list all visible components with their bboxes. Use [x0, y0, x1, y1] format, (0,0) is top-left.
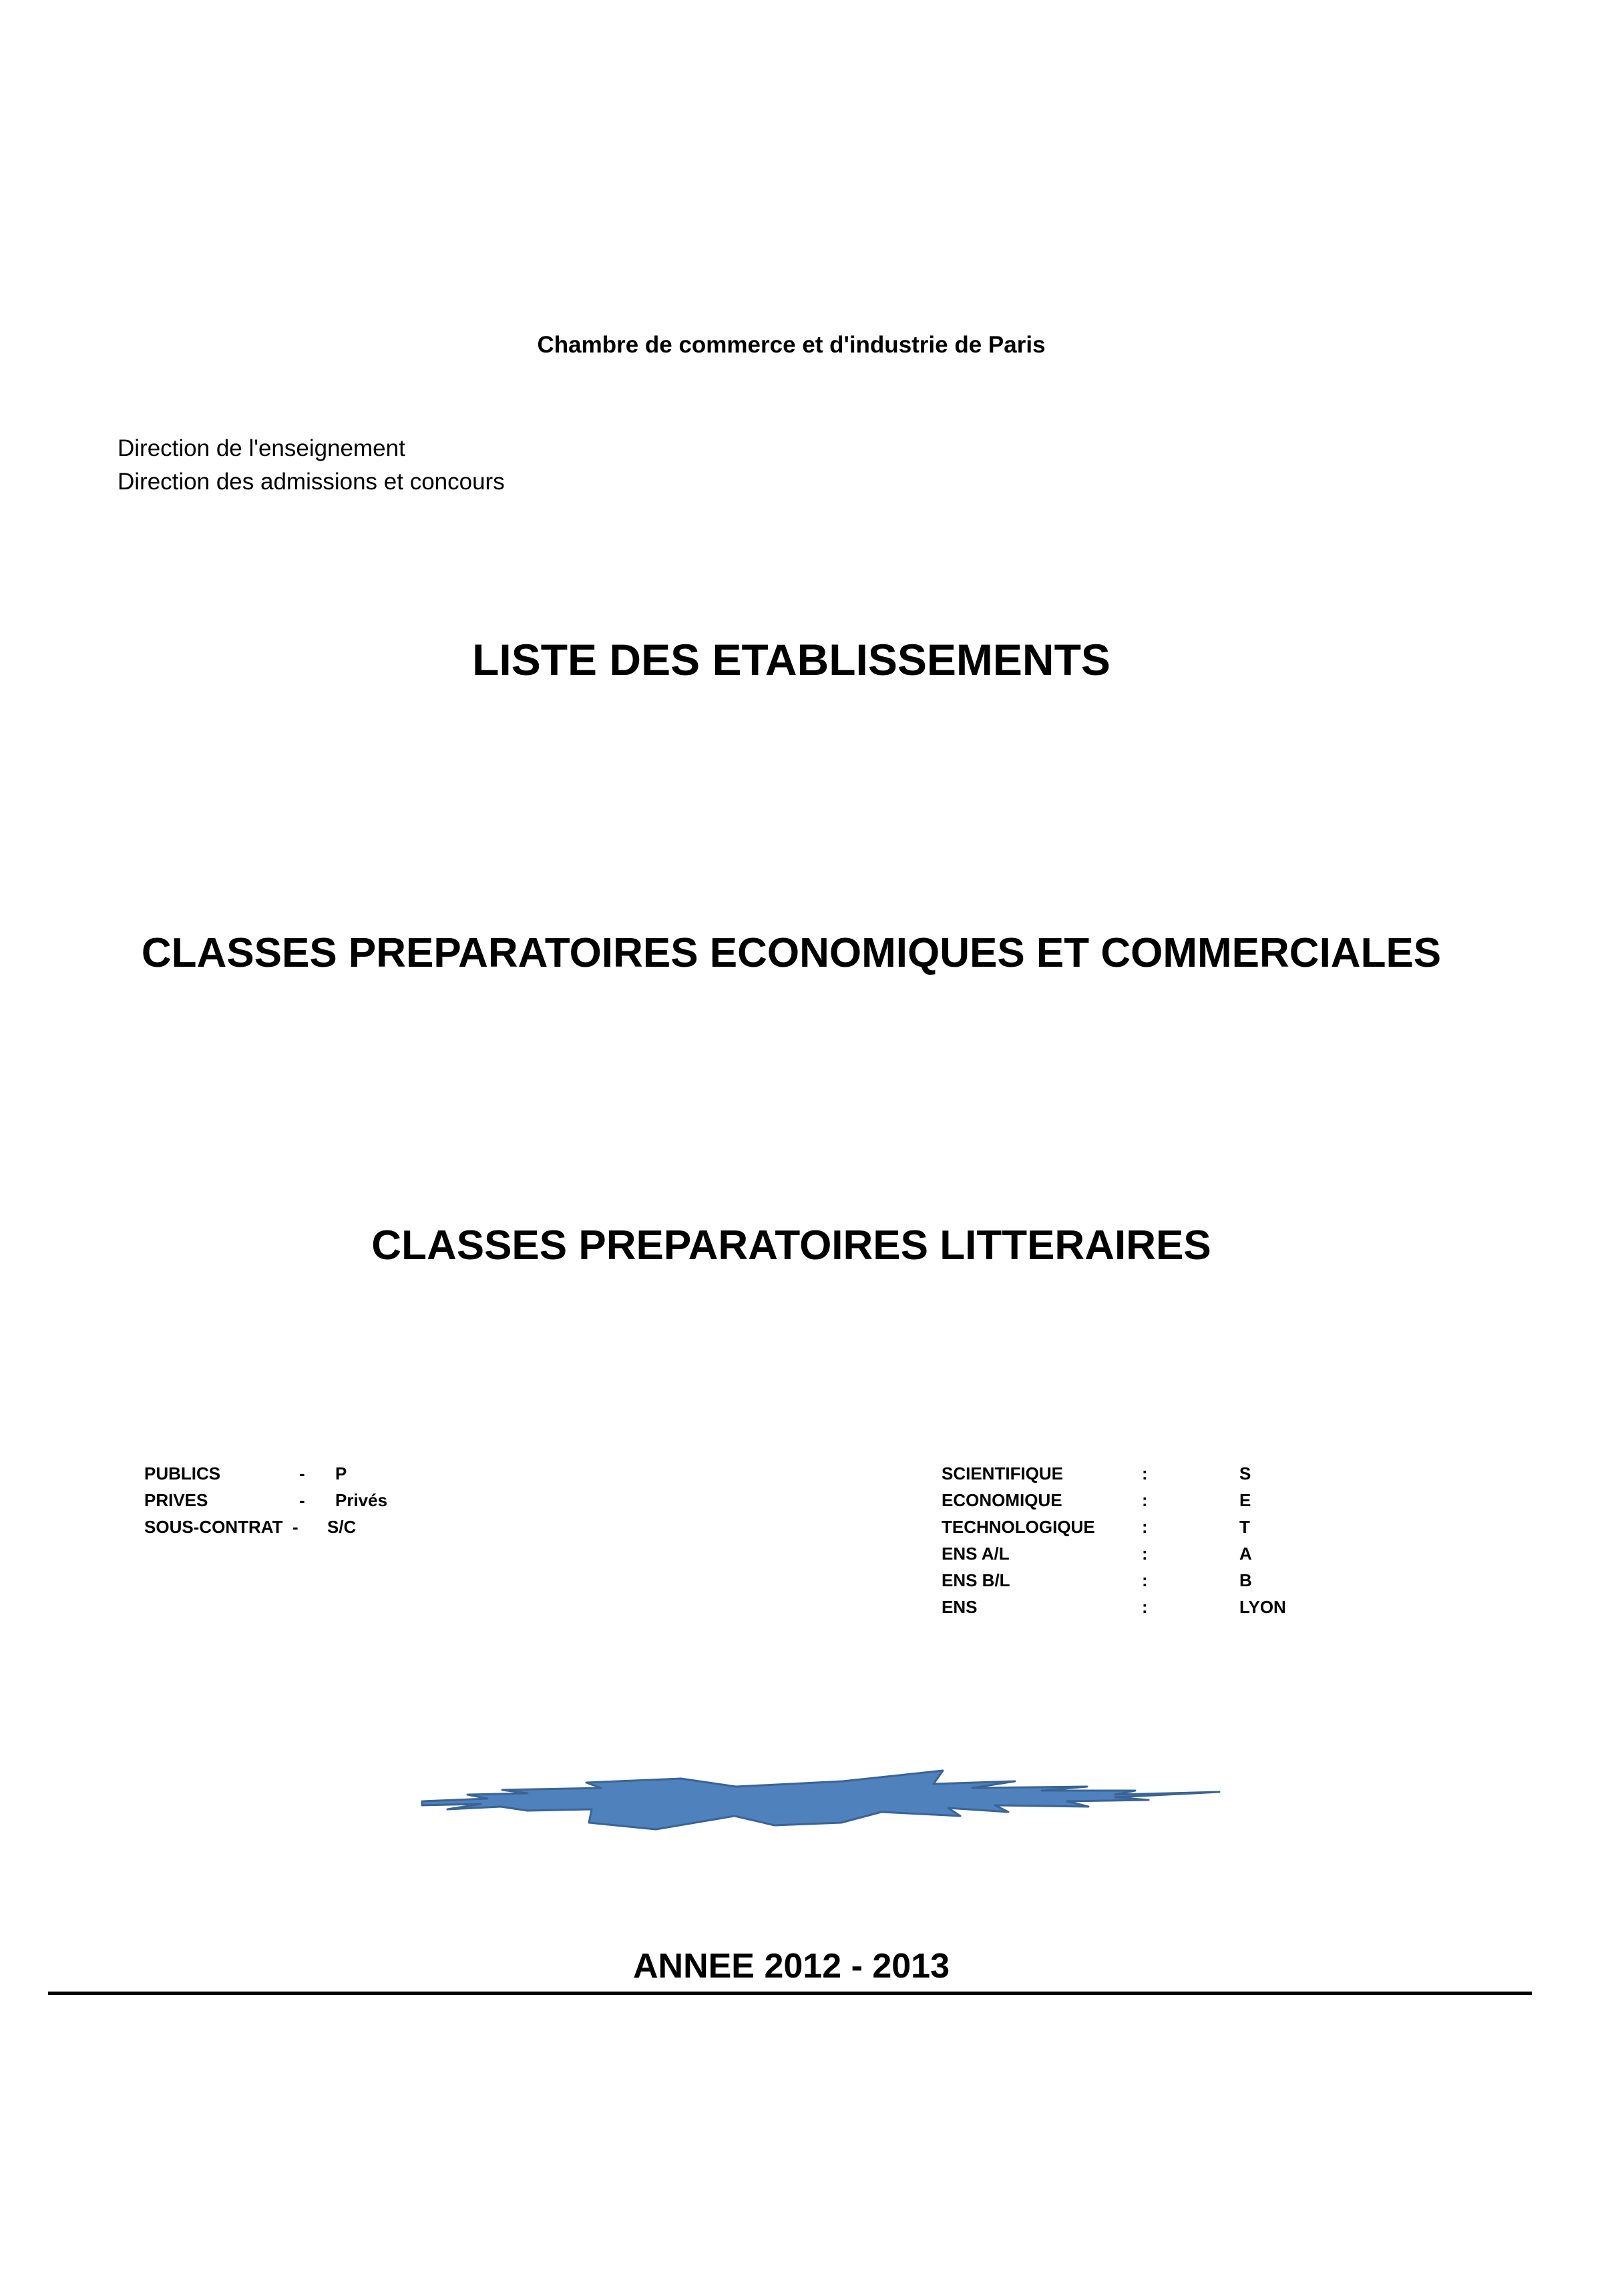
banner-shape [422, 1771, 1219, 1829]
legend-label: ENS B/L [942, 1570, 1010, 1590]
direction-enseignement: Direction de l'enseignement [118, 435, 405, 461]
legend-separator: - [299, 1490, 305, 1510]
legend-label: SOUS-CONTRAT [144, 1517, 283, 1537]
legend-code: S/C [327, 1517, 357, 1537]
legend-label: PUBLICS [144, 1463, 221, 1483]
legend-label: PRIVES [144, 1490, 208, 1510]
legend-label: ENS A/L [942, 1544, 1010, 1564]
legend-code: Privés [335, 1490, 388, 1510]
legend-code: P [335, 1463, 347, 1483]
legend-label: TECHNOLOGIQUE [942, 1517, 1095, 1537]
legend-separator: : [1142, 1490, 1148, 1510]
academic-year: ANNEE 2012 - 2013 [632, 1947, 950, 1986]
legend-label: ENS [942, 1597, 978, 1617]
legend-label: ECONOMIQUE [942, 1490, 1062, 1510]
legend-separator: : [1142, 1570, 1148, 1590]
legend-separator: : [1142, 1517, 1148, 1537]
lightning-banner-decoration [421, 1768, 1222, 1841]
legend-code: B [1239, 1570, 1252, 1590]
legend-code: LYON [1239, 1597, 1286, 1617]
organization-name: Chambre de commerce et d'industrie de Paris [537, 332, 1046, 358]
legend-code: S [1239, 1463, 1251, 1483]
legend-label: SCIENTIFIQUE [942, 1463, 1064, 1483]
legend-code: A [1239, 1544, 1252, 1564]
page-title: LISTE DES ETABLISSEMENTS [472, 635, 1110, 684]
legend-code: T [1239, 1517, 1250, 1537]
section-title-ece: CLASSES PREPARATOIRES ECONOMIQUES ET COMMERCIALES [141, 930, 1442, 976]
legend-separator: : [1142, 1463, 1148, 1483]
legend-separator: : [1142, 1597, 1148, 1617]
legend-code: E [1239, 1490, 1251, 1510]
legend-separator: : [1142, 1544, 1148, 1564]
directions-block [118, 432, 505, 499]
direction-admissions: Direction des admissions et concours [118, 469, 505, 495]
legend-separator: - [292, 1517, 298, 1537]
legend-separator: - [299, 1463, 305, 1483]
section-title-litteraires: CLASSES PREPARATOIRES LITTERAIRES [371, 1222, 1211, 1269]
footer-rule [48, 1992, 1532, 1995]
